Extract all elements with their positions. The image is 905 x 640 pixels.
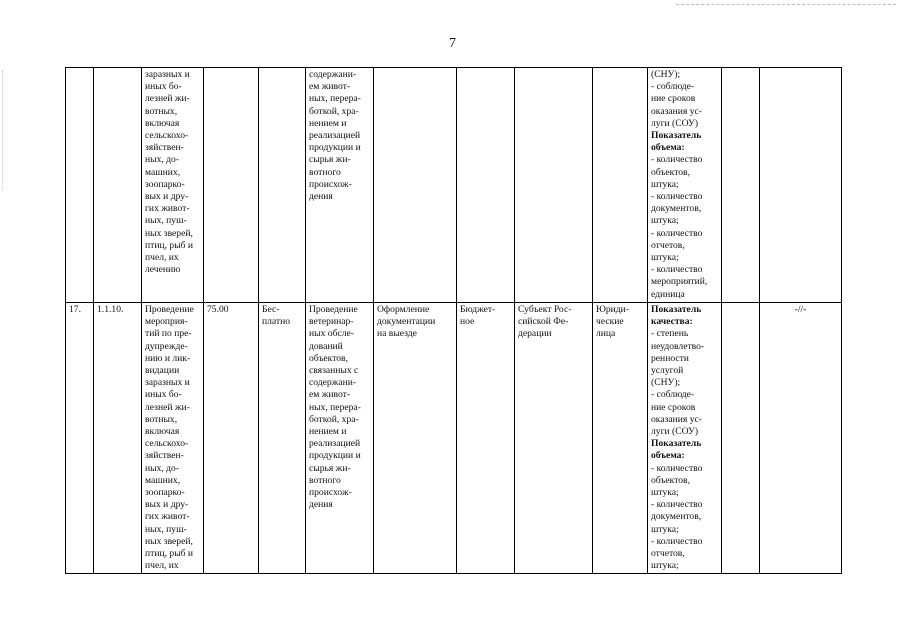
form-cell (374, 303, 457, 574)
extra-cell (722, 68, 760, 303)
form-cell-text: Оформление документации на выезде (377, 304, 436, 340)
services-table (65, 67, 842, 574)
consumers-cell-text: Юриди- ческие лица (596, 304, 630, 340)
indicator-item: - количество мероприятий, единица (651, 264, 708, 300)
consumers-cell (593, 303, 648, 574)
institution-type-cell (457, 303, 515, 574)
row-number-cell (66, 68, 94, 303)
cost-cell (204, 68, 259, 303)
indicator-item: - количество документов, штука; (651, 191, 703, 227)
table-row (66, 303, 842, 574)
level-cell-text: Субъект Рос- сийской Фе- дерации (518, 304, 572, 340)
service-name-cell-text: Проведение мероприя- тий по пре- дупрежде- нию и лик- видации заразных и иных бо- лезней жи- вотных, включая сельскохо- зяйствен- ных, до- машних, зоопарко- вых и дру- гих живот- ных, пуш- ных зверей, птиц, рыб и пчел, их (145, 304, 194, 572)
note-cell (760, 68, 842, 303)
extra-cell (722, 303, 760, 574)
payment-cell (259, 68, 306, 303)
indicator-item: - количество отчетов, штука; (651, 227, 703, 264)
table-row (66, 68, 842, 303)
service-name-cell-text: заразных и иных бо- лезней жи- вотных, включая сельскохо- зяйствен- ных, до- машних, зоопарко- вых и дру- гих живот- ных, пуш- ных зверей, птиц, рыб и пчел, их лечению (145, 69, 194, 276)
content-cell (306, 303, 374, 574)
content-cell-text: Проведение ветеринар- ных обсле- дований объектов, связанных с содержани- ем живот- ных, перера- боткой, хра- нением и реализацией продукции и сырья жи- вотного происхож- дения (309, 304, 361, 511)
level-cell (515, 303, 593, 574)
cost-cell (204, 303, 259, 574)
page-number: 7 (449, 36, 456, 51)
indicator-item: - количество документов, штука; (651, 499, 703, 535)
note-cell (760, 303, 842, 574)
indicator-item: - соблюде- ние сроков оказания ус- луги (СОУ) (651, 81, 702, 129)
indicator-heading: Показатель качества: (651, 304, 702, 328)
row-number-cell-text: 17. (69, 304, 81, 315)
indicator-heading: Показатель объема: (651, 130, 702, 154)
form-cell (374, 68, 457, 303)
row-number-cell (66, 303, 94, 574)
indicator-item: - соблюде- ние сроков оказания ус- луги (СОУ) (651, 389, 702, 438)
top-dashed-line (676, 4, 896, 5)
institution-type-cell-text: Бюджет- ное (460, 304, 496, 328)
content-cell (306, 68, 374, 303)
cost-cell-text: 75.00 (207, 304, 229, 315)
service-name-cell (142, 68, 204, 303)
payment-cell (259, 303, 306, 574)
institution-type-cell (457, 68, 515, 303)
service-code-cell (94, 68, 142, 303)
scan-margin-marks (2, 70, 9, 190)
service-code-cell-text: 1.1.10. (97, 304, 124, 315)
indicator-item: - количество отчетов, штука; (651, 535, 703, 572)
consumers-cell (593, 68, 648, 303)
service-name-cell (142, 303, 204, 574)
indicator-item: - степень неудовлетво- ренности услугой (СНУ); (651, 328, 705, 389)
indicator-item: - количество объектов, штука; (651, 462, 703, 499)
note-cell-text: -//- (794, 304, 807, 315)
service-code-cell (94, 303, 142, 574)
indicators-cell (648, 303, 722, 574)
indicators-cell (648, 68, 722, 303)
payment-cell-text: Бес- платно (262, 304, 291, 328)
indicator-item: - количество объектов, штука; (651, 154, 703, 190)
indicator-heading: Показатель объема: (651, 438, 702, 462)
level-cell (515, 68, 593, 303)
content-cell-text: содержани- ем живот- ных, перера- боткой, хра- нением и реализацией продукции и сырья жи- вотного происхож- дения (309, 69, 361, 203)
indicator-item: (СНУ); (651, 69, 681, 80)
